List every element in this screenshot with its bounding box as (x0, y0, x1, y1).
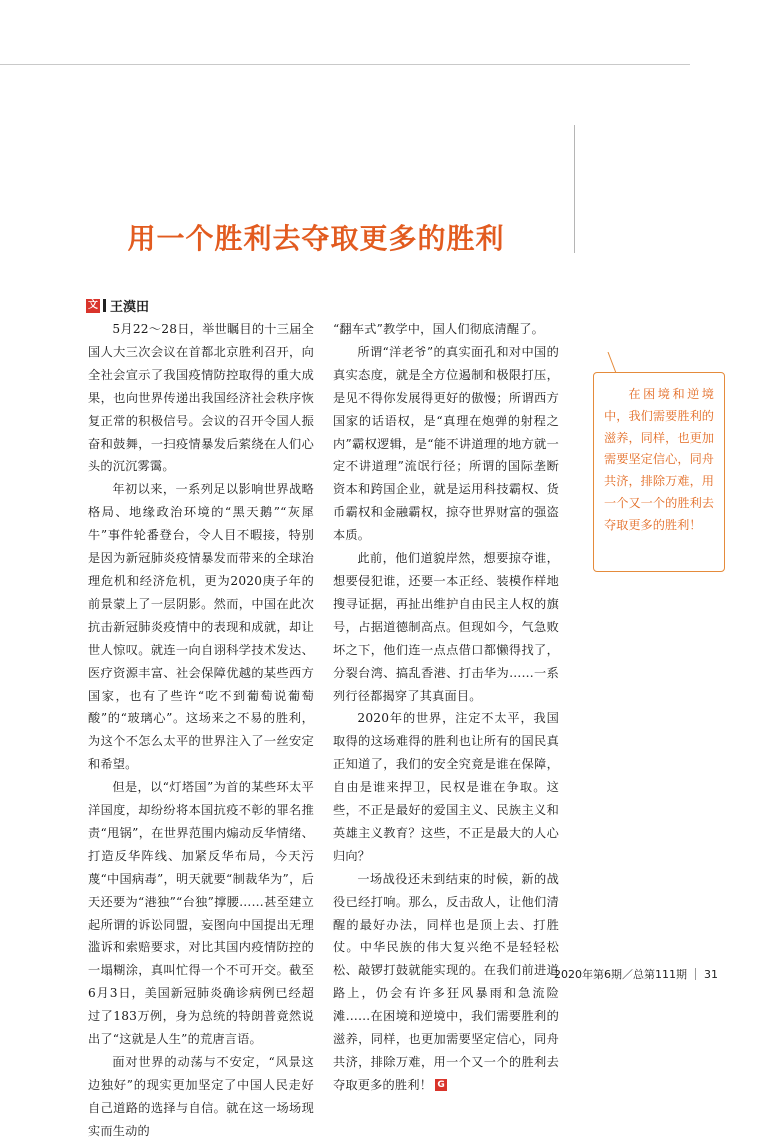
paragraph: 2020年的世界，注定不太平，我国取得的这场难得的胜利也让所有的国民真正知道了，我们的安全究竟是谁在保障，自由是谁来捍卫，民权是谁在争取。这些，不正是最好的爱国主义、民族主义和英雄主义教育？这些，不正是最大的人心归向？ (333, 711, 559, 863)
byline-tag: 文 (88, 299, 98, 311)
left-column (88, 318, 314, 1143)
issue-info: 2020年第6期／总第111期 (554, 968, 687, 981)
pull-quote-text: 在困境和逆境中，我们需要胜利的滋养，同样，也更加需要坚定信心，同舟共济，排除万难，用一个又一个的胜利去夺取更多的胜利！ (604, 387, 714, 532)
pull-quote-box (593, 372, 725, 572)
paragraph: 所谓“洋老爷”的真实面孔和对中国的真实态度，就是全方位遏制和极限打压，是见不得你发展得更好的傲慢；所谓西方国家的话语权，是“真理在炮弹的射程之内”霸权逻辑，是“能不讲道理的地方就一定不讲道理”流氓行径；所谓的国际垄断资本和跨国企业，就是运用科技霸权、货币霸权和金融霸权，掠夺世界财富的强盗本质。 (333, 344, 559, 543)
end-mark-logo: G (435, 1079, 447, 1091)
byline-bar (103, 299, 106, 312)
paragraph: 年初以来，一系列足以影响世界战略格局、地缘政治环境的“黑天鹅”“灰犀牛”事件轮番登台，令人目不暇接，特别是因为新冠肺炎疫情暴发而带来的全球治理危机和经济危机，更为2020庚子年的前景蒙上了一层阴影。然而，中国在此次抗击新冠肺炎疫情中的表现和成就，却让世人惊叹。就连一向自诩科学技术发达、医疗资源丰富、社会保障优越的某些西方国家，也有了些许“吃不到葡萄说葡萄酸”的“玻璃心”。这场来之不易的胜利，为这个不怎么太平的世界注入了一丝安定和希望。 (88, 482, 314, 772)
article-title: 用一个胜利去夺取更多的胜利 (127, 221, 505, 255)
footer-separator (695, 968, 696, 980)
right-column (333, 318, 559, 1097)
paragraph: 面对世界的动荡与不安定，“风景这边独好”的现实更加坚定了中国人民走好自己道路的选择与自信。就在这一场场现实而生动的 (88, 1055, 314, 1138)
paragraph-last (333, 868, 559, 1097)
author-name: 王漠田 (110, 300, 150, 315)
page-footer (554, 966, 718, 982)
paragraph: 但是，以“灯塔国”为首的某些环太平洋国度，却纷纷将本国抗疫不彰的罪名推责“甩锅”，在世界范围内煽动反华情绪、打造反华阵线、加紧反华布局，今天污蔑“中国病毒”，明天就要“制裁华为”，后天还要为“港独”“台独”撑腰……甚至建立起所谓的诉讼同盟，妄图向中国提出无理滥诉和索赔要求，对比其国内疫情防控的一塌糊涂，真叫忙得一个不可开交。截至6月3日，美国新冠肺炎确诊病例已经超过了183万例，身为总统的特朗普竟然说出了“这就是人生”的荒唐言语。 (88, 780, 314, 1047)
paragraph: 此前，他们道貌岸然，想要掠夺谁，想要侵犯谁，还要一本正经、装模作样地搜寻证据，再扯出维护自由民主人权的旗号，占据道德制高点。但现如今，气急败坏之下，他们连一点点借口都懒得找了，分裂台湾、搞乱香港、打击华为……一系列行径都揭穿了其真面目。 (333, 551, 559, 703)
paragraph-text: 一场战役还未到结束的时候，新的战役已经打响。那么，反击敌人，让他们清醒的最好办法，同样也是顶上去、打胜仗。中华民族的伟大复兴绝不是轻轻松松、敲锣打鼓就能实现的。在我们前进道路上，仍会有许多狂风暴雨和急流险滩……在困境和逆境中，我们需要胜利的滋养，同样，也更加需要坚定信心，同舟共济，排除万难，用一个又一个的胜利去夺取更多的胜利！ (333, 871, 559, 1092)
page-number: 31 (704, 967, 718, 981)
paragraph: “翻车式”教学中，国人们彻底清醒了。 (333, 322, 545, 336)
byline (86, 296, 149, 315)
top-rule (0, 64, 690, 65)
paragraph: 5月22～28日，举世瞩目的十三届全国人大三次会议在首都北京胜利召开，向全社会宣示了我国疫情防控取得的重大成果，也向世界传递出我国经济社会秩序恢复正常的积极信号。会议的召开令国人振奋和鼓舞，一扫疫情暴发后萦绕在人们心头的沉沉雾霭。 (88, 322, 314, 474)
